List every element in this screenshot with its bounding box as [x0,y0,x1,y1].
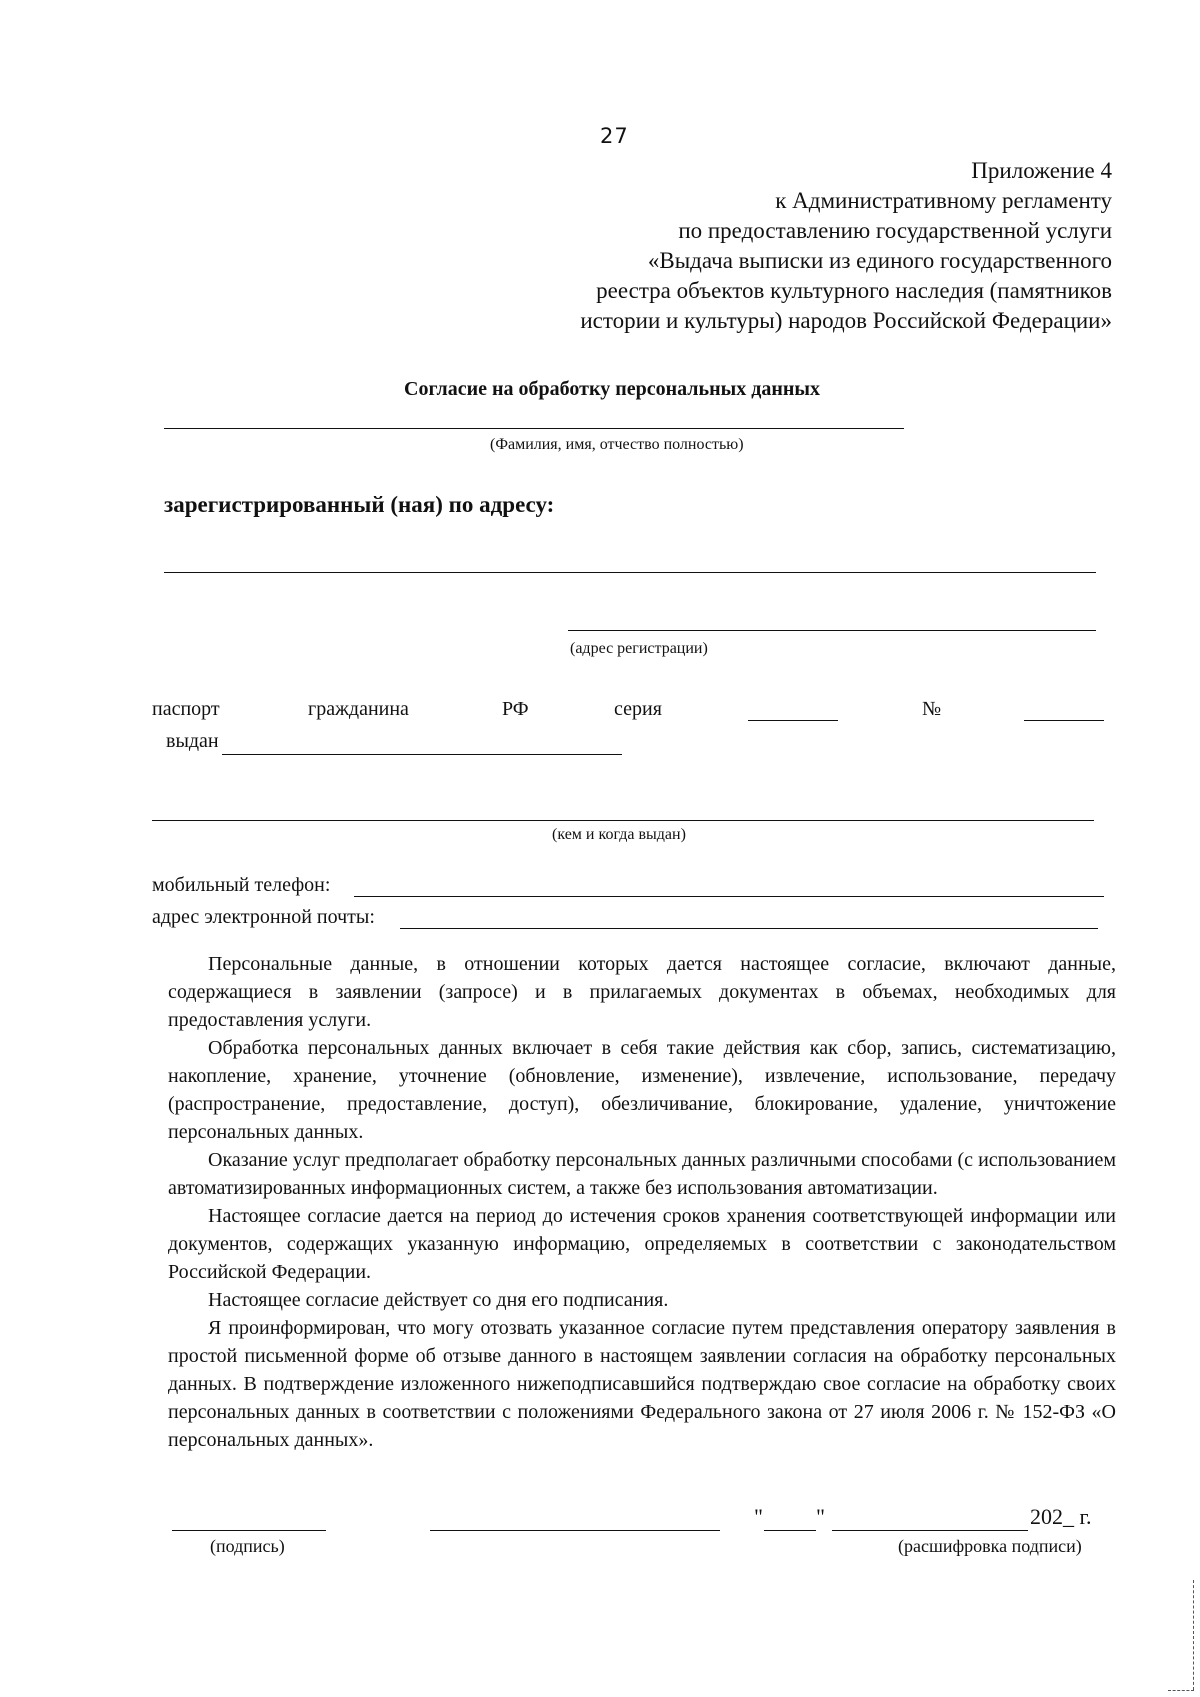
passport-number-field[interactable] [1024,720,1104,721]
fio-caption: (Фамилия, имя, отчество полностью) [490,436,744,453]
document-title: Согласие на обработку персональных данных [404,378,821,400]
passport-word: паспорт [152,698,220,720]
consent-paragraph: Оказание услуг предполагает обработку персональных данных различными способами (с использованием автоматизированных информационных систем, а также без использования автоматизации. [168,1149,1116,1199]
appendix-line: к Административному регламенту [775,188,1112,213]
appendix-line: «Выдача выписки из единого государственного [647,248,1112,273]
scan-edge-mark [1193,1580,1194,1690]
signature-decoding-caption: (расшифровка подписи) [898,1536,1082,1556]
passport-citizen-word: гражданина [308,698,409,720]
appendix-line: по предоставлению государственной услуги [678,218,1112,243]
signature-decoding-field[interactable] [430,1530,720,1531]
address-field-line2[interactable] [568,630,1096,631]
appendix-line: реестра объектов культурного наследия (памятников [596,278,1112,303]
consent-paragraph: Настоящее согласие дается на период до истечения сроков хранения соответствующей информации или документов, содержащих указанную информацию, определяемых в соответствии с законодательством Российской Федерации. [168,1205,1116,1283]
passport-number-sign: № [922,698,942,720]
consent-paragraph: Настоящее согласие действует со дня его подписания. [208,1289,669,1311]
consent-body [168,950,1116,1454]
date-year: 202_ г. [1030,1504,1092,1529]
email-field[interactable] [400,928,1098,929]
date-quote-open: " [754,1504,763,1529]
appendix-line: Приложение 4 [971,158,1112,183]
consent-paragraph: Персональные данные, в отношении которых дается настоящее согласие, включают данные, содержащиеся в заявлении (запросе) и в прилагаемых документах в объемах, необходимых для предоставления услуги. [168,953,1116,1031]
consent-paragraph: Обработка персональных данных включает в себя такие действия как сбор, запись, систематизацию, накопление, хранение, уточнение (обновление, изменение), извлечение, использование, передачу (распространение, предоставление, доступ), обезличивание, блокирование, удаление, уничтожение персональных данных. [168,1037,1116,1143]
registered-address-label: зарегистрированный (ная) по адресу: [164,492,555,517]
passport-series-field[interactable] [748,720,838,721]
consent-paragraph: Я проинформирован, что могу отозвать указанное согласие путем представления оператору заявления в простой письменной форме об отзыве данного в настоящем заявлении согласия на обработку персональных данных. В подтверждение изложенного нижеподписавшийся подтверждаю свое согласие на обработку своих персональных данных в соответствии с положениями Федерального закона от 27 июля 2006 г. № 152-ФЗ «О персональных данных». [168,1317,1116,1451]
mobile-phone-field[interactable] [354,896,1104,897]
address-caption: (адрес регистрации) [570,640,708,657]
date-month-field[interactable] [832,1530,1028,1531]
email-label: адрес электронной почты: [152,906,375,928]
passport-issued-field[interactable] [222,754,622,755]
passport-issued-field-line2[interactable] [152,820,1094,821]
fio-field[interactable] [164,428,904,429]
signature-field[interactable] [172,1530,326,1531]
date-day-field[interactable] [764,1530,816,1531]
passport-issued-caption: (кем и когда выдан) [552,826,686,843]
date-quote-close: " [816,1504,825,1529]
passport-issued-label: выдан [166,730,219,752]
passport-series-label: серия [614,698,662,720]
appendix-header [580,156,1112,336]
passport-rf-word: РФ [502,698,529,720]
page-number: 27 [600,124,629,148]
signature-caption: (подпись) [210,1536,285,1556]
scan-edge-mark [1168,1690,1194,1691]
address-field-line1[interactable] [164,572,1096,573]
appendix-line: истории и культуры) народов Российской Федерации» [580,308,1112,333]
mobile-phone-label: мобильный телефон: [152,874,331,896]
